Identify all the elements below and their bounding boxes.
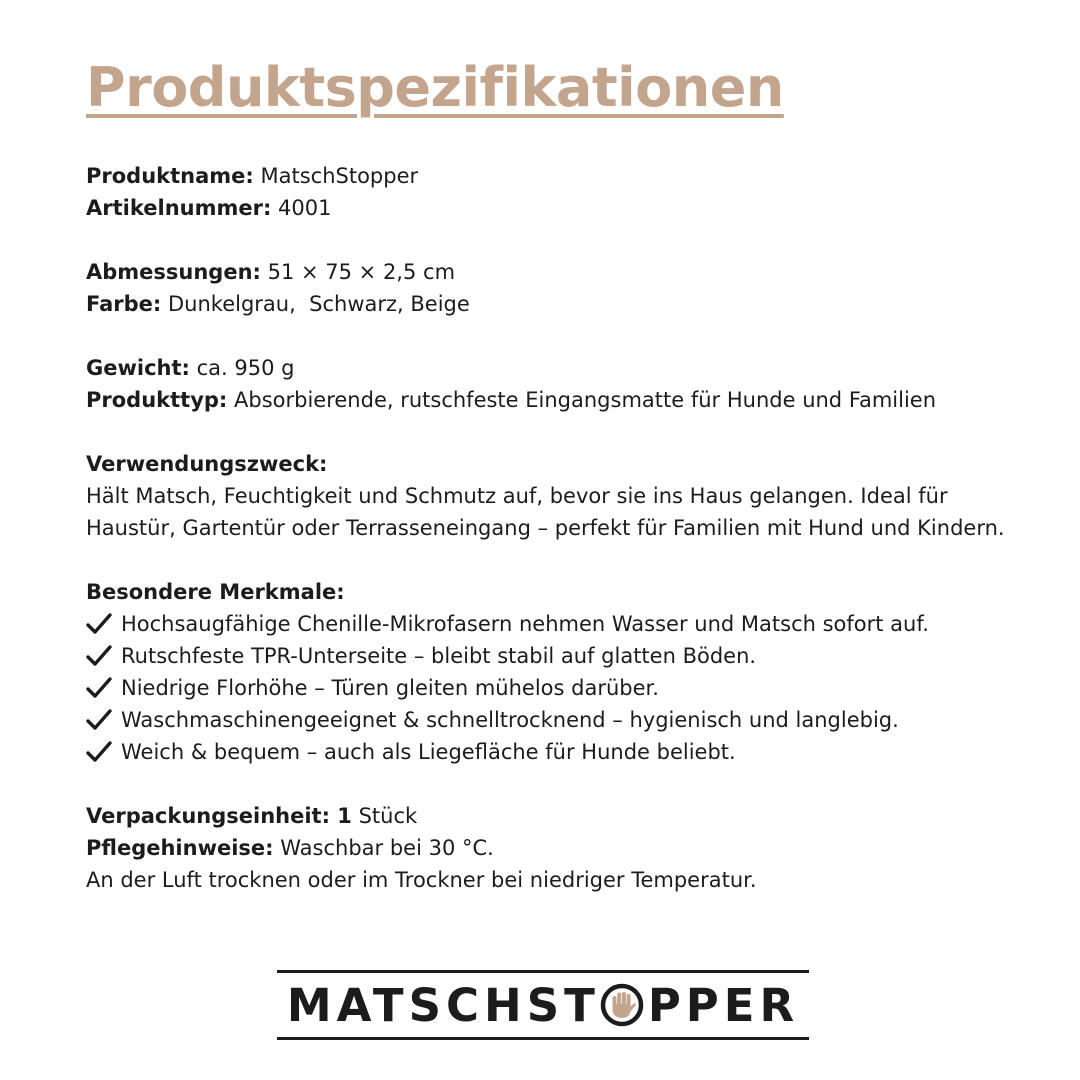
spacer [86, 416, 1016, 448]
spec-gewicht [86, 352, 1016, 384]
spec-farbe [86, 288, 1016, 320]
feature-item [86, 640, 1016, 672]
spec-value: MatschStopper [253, 164, 419, 188]
spec-value: Absorbierende, rutschfeste Eingangsmatte für Hunde und Familien [227, 388, 937, 412]
spec-content [86, 160, 1016, 896]
logo-wordmark [277, 979, 809, 1031]
spec-label: Pflegehinweise: [86, 836, 274, 860]
feature-item [86, 736, 1016, 768]
checkmark-icon [86, 644, 112, 668]
feature-text: Waschmaschinengeeignet & schnelltrocknend – hygienisch und langlebig. [121, 708, 899, 732]
spec-value: ca. 950 g [189, 356, 295, 380]
feature-text: Weich & bequem – auch als Liegefläche für Hunde beliebt. [121, 740, 736, 764]
checkmark-icon [86, 612, 112, 636]
checkmark-icon [86, 676, 112, 700]
spec-verpackung [86, 800, 1016, 832]
logo-text-start: MATSCHST [286, 978, 600, 1032]
spacer [86, 320, 1016, 352]
logo-text-end: PPER [647, 978, 800, 1032]
spacer [86, 544, 1016, 576]
spec-label: Verpackungseinheit: 1 [86, 804, 352, 828]
spec-value: Dunkelgrau, Schwarz, Beige [161, 292, 470, 316]
spec-artikelnummer [86, 192, 1016, 224]
spec-value: 4001 [271, 196, 332, 220]
feature-text: Hochsaugfähige Chenille-Mikrofasern nehmen Wasser und Matsch sofort auf. [121, 612, 929, 636]
spec-produktname [86, 160, 1016, 192]
spacer [86, 768, 1016, 800]
section-label: Verwendungszweck: [86, 452, 328, 476]
feature-item [86, 608, 1016, 640]
pflege-detail: An der Luft trocknen oder im Trockner bei niedriger Temperatur. [86, 868, 757, 892]
spec-label: Gewicht: [86, 356, 190, 380]
feature-item [86, 672, 1016, 704]
spec-label: Abmessungen: [86, 260, 261, 284]
spec-label: Farbe: [86, 292, 162, 316]
spec-label: Artikelnummer: [86, 196, 272, 220]
verwendungszweck-heading [86, 448, 1016, 480]
page-title: Produktspezifikationen [86, 56, 784, 119]
spec-abmessungen [86, 256, 1016, 288]
logo-rule-bottom [277, 1037, 809, 1040]
spec-value: Waschbar bei 30 °C. [273, 836, 494, 860]
section-label: Besondere Merkmale: [86, 580, 345, 604]
feature-text: Niedrige Florhöhe – Türen gleiten mühelos darüber. [121, 676, 659, 700]
hand-stop-icon [600, 983, 644, 1027]
matschstopper-logo [277, 970, 809, 1042]
spec-produkttyp [86, 384, 1016, 416]
checkmark-icon [86, 740, 112, 764]
spec-value: 51 × 75 × 2,5 cm [260, 260, 456, 284]
verwendungszweck-text: Hält Matsch, Feuchtigkeit und Schmutz auf, bevor sie ins Haus gelangen. Ideal für Haustür, Gartentür oder Terrasseneingang – perfekt für Familien mit Hund und Kindern. [86, 484, 1005, 540]
spec-pflege [86, 832, 1016, 864]
spec-label: Produkttyp: [86, 388, 228, 412]
feature-item [86, 704, 1016, 736]
feature-text: Rutschfeste TPR-Unterseite – bleibt stabil auf glatten Böden. [121, 644, 757, 668]
checkmark-icon [86, 708, 112, 732]
merkmale-heading [86, 576, 1016, 608]
spacer [86, 224, 1016, 256]
spec-value: Stück [351, 804, 418, 828]
logo-rule-top [277, 970, 809, 973]
spec-label: Produktname: [86, 164, 254, 188]
